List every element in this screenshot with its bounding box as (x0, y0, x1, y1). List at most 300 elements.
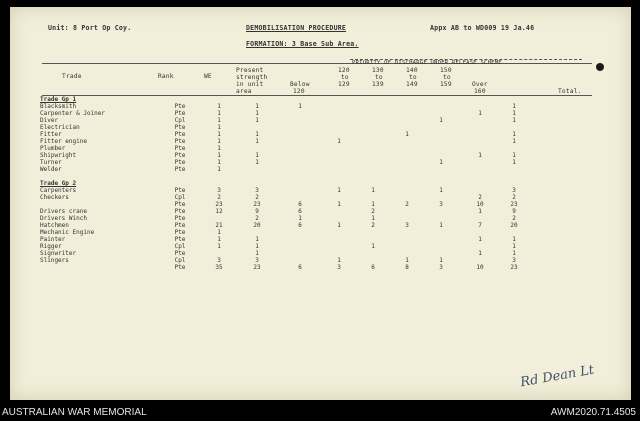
cell-below (278, 229, 322, 236)
cell-p4 (424, 173, 458, 180)
cell-over (458, 166, 502, 173)
cell-p1 (322, 124, 356, 131)
cell-pres: 1 (255, 236, 259, 243)
cell-over (458, 173, 502, 180)
document-title: DEMOBILISATION PROCEDURE (246, 24, 347, 32)
cell-pres: 23 (253, 201, 261, 208)
cell-pres: 9 (255, 208, 259, 215)
col-total: Total. (558, 88, 582, 95)
cell-p3 (390, 145, 424, 152)
cell-rank: Pte (174, 250, 186, 257)
cell-p3: 3 (405, 222, 409, 229)
cell-below (278, 194, 322, 201)
table-row (40, 243, 526, 250)
cell-p3 (390, 243, 424, 250)
cell-rank: Pte (174, 187, 186, 194)
cell-rank: Pte (174, 110, 186, 117)
cell-we (202, 250, 236, 257)
cell-below: 6 (298, 208, 302, 215)
table-row (40, 264, 526, 271)
cell-below (278, 131, 322, 138)
cell-we: 1 (217, 131, 221, 138)
cell-p4: 3 (439, 201, 443, 208)
cell-over (458, 96, 502, 103)
col-p2-b: to (375, 74, 383, 81)
cell-p4 (424, 250, 458, 257)
cell-trade: Turner (40, 159, 62, 166)
cell-we: 2 (217, 194, 221, 201)
cell-total: 1 (512, 236, 516, 243)
col-p2-a: 130 (372, 67, 384, 74)
cell-pres (236, 180, 278, 187)
cell-below (278, 166, 322, 173)
cell-pres: 1 (255, 117, 259, 124)
cell-p3 (390, 215, 424, 222)
cell-p4 (424, 103, 458, 110)
cell-p1 (322, 236, 356, 243)
cell-p1 (322, 229, 356, 236)
cell-total (502, 173, 526, 180)
cell-total (502, 180, 526, 187)
cell-total: 1 (512, 243, 516, 250)
table-row (40, 257, 526, 264)
cell-below (278, 152, 322, 159)
table-row (40, 194, 526, 201)
cell-we: 3 (217, 257, 221, 264)
cell-rank: Pte (174, 166, 186, 173)
cell-over: 2 (478, 194, 482, 201)
cell-over (458, 215, 502, 222)
cell-p1: 1 (337, 187, 341, 194)
cell-p3 (390, 180, 424, 187)
col-present-1: Present (236, 67, 264, 74)
cell-pres (236, 145, 278, 152)
col-p4-b: to (443, 74, 451, 81)
cell-pres: 23 (253, 264, 261, 271)
cell-below (278, 96, 322, 103)
cell-over (458, 187, 502, 194)
cell-p2 (356, 159, 390, 166)
cell-total: 2 (512, 215, 516, 222)
cell-p4 (424, 138, 458, 145)
cell-rank: Pte (174, 152, 186, 159)
cell-we: 1 (217, 124, 221, 131)
cell-rank: Pte (174, 124, 186, 131)
cell-p3 (390, 96, 424, 103)
release-table (40, 96, 526, 271)
cell-p4: 1 (439, 222, 443, 229)
cell-p3 (390, 229, 424, 236)
cell-pres: 1 (255, 131, 259, 138)
cell-we: 12 (215, 208, 223, 215)
cell-trade (40, 173, 158, 180)
table-row (40, 110, 526, 117)
cell-p1 (322, 194, 356, 201)
cell-p2: 6 (371, 264, 375, 271)
cell-p3 (390, 117, 424, 124)
cell-pres (236, 124, 278, 131)
cell-below: 1 (298, 215, 302, 222)
cell-p2 (356, 131, 390, 138)
cell-trade: Painter (40, 236, 66, 243)
cell-p2: 1 (371, 201, 375, 208)
cell-total: 1 (512, 110, 516, 117)
cell-over: 10 (476, 201, 484, 208)
cell-p4 (424, 229, 458, 236)
cell-trade: Mechanic Engine (40, 229, 95, 236)
col-p3-c: 149 (406, 81, 418, 88)
footer-accession: AWM2020.71.4505 (550, 407, 636, 418)
cell-p3 (390, 152, 424, 159)
cell-p3 (390, 173, 424, 180)
cell-p4 (424, 236, 458, 243)
col-below-2: 120 (293, 88, 305, 95)
cell-pres: 1 (255, 110, 259, 117)
cell-p2 (356, 250, 390, 257)
cell-p1 (322, 208, 356, 215)
cell-trade: Checkers (40, 194, 69, 201)
cell-p4 (424, 96, 458, 103)
col-p4-c: 159 (440, 81, 452, 88)
cell-we: 1 (217, 243, 221, 250)
cell-p4 (424, 166, 458, 173)
cell-rank: Cpl (174, 117, 186, 124)
col-over-2: 160 (474, 88, 486, 95)
cell-total: 1 (512, 131, 516, 138)
cell-trade: Diver (40, 117, 59, 124)
cell-pres: 2 (255, 215, 259, 222)
cell-p4 (424, 194, 458, 201)
cell-over (458, 131, 502, 138)
col-p1-c: 129 (338, 81, 350, 88)
cell-we: 35 (215, 264, 223, 271)
col-below-1: Below (290, 81, 310, 88)
cell-rank: Cpl (174, 257, 186, 264)
cell-pres (236, 173, 278, 180)
cell-p2: 1 (371, 215, 375, 222)
cell-p3 (390, 124, 424, 131)
cell-p2 (356, 138, 390, 145)
cell-total (502, 166, 526, 173)
cell-total: 1 (512, 159, 516, 166)
cell-below (278, 124, 322, 131)
cell-we: 23 (215, 201, 223, 208)
cell-rank: Pte (174, 131, 186, 138)
cell-p4: 3 (439, 264, 443, 271)
cell-p4 (424, 145, 458, 152)
cell-p1 (322, 117, 356, 124)
cell-p3 (390, 250, 424, 257)
cell-we: 1 (217, 236, 221, 243)
cell-pres: 3 (255, 187, 259, 194)
cell-trade: Electrician (40, 124, 80, 131)
cell-total: 1 (512, 117, 516, 124)
cell-below (278, 180, 322, 187)
cell-we: 1 (217, 103, 221, 110)
cell-below: 6 (298, 264, 302, 271)
cell-over: 10 (476, 264, 484, 271)
table-row (40, 201, 526, 208)
cell-over (458, 257, 502, 264)
cell-pres: 1 (255, 243, 259, 250)
cell-pres: 3 (255, 257, 259, 264)
cell-we: 21 (215, 222, 223, 229)
cell-total (502, 229, 526, 236)
col-present-3: in unit (236, 81, 264, 88)
cell-over (458, 229, 502, 236)
unit-label: Unit: 8 Port Op Coy. (48, 24, 132, 32)
cell-below: 6 (298, 222, 302, 229)
cell-p3: 8 (405, 264, 409, 271)
table-row (40, 173, 526, 180)
cell-p4: 1 (439, 117, 443, 124)
cell-total: 1 (512, 152, 516, 159)
cell-trade: Rigger (40, 243, 62, 250)
cell-pres: 20 (253, 222, 261, 229)
cell-over (458, 145, 502, 152)
cell-trade: Plumber (40, 145, 66, 152)
trade-group-heading (40, 96, 526, 103)
cell-we: 3 (217, 187, 221, 194)
cell-over (458, 180, 502, 187)
cell-p1: 1 (337, 201, 341, 208)
cell-rank (158, 173, 202, 180)
cell-trade: Drivers crane (40, 208, 87, 215)
cell-trade: Signwriter (40, 250, 77, 257)
cell-total (502, 124, 526, 131)
cell-p3 (390, 138, 424, 145)
cell-trade (40, 201, 158, 208)
document-page (10, 7, 631, 400)
cell-below (278, 117, 322, 124)
cell-rank: Pte (174, 208, 186, 215)
cell-p1 (322, 215, 356, 222)
cell-below: 6 (298, 201, 302, 208)
col-p1-a: 120 (338, 67, 350, 74)
cell-over: 1 (478, 250, 482, 257)
table-row (40, 124, 526, 131)
cell-total: 2 (512, 194, 516, 201)
cell-pres: 1 (255, 159, 259, 166)
col-present-4: area (236, 88, 252, 95)
cell-p1 (322, 159, 356, 166)
cell-p2 (356, 110, 390, 117)
cell-pres (236, 229, 278, 236)
cell-p2 (356, 96, 390, 103)
cell-total: 23 (510, 201, 518, 208)
cell-total (502, 96, 526, 103)
cell-over (458, 243, 502, 250)
cell-p3 (390, 236, 424, 243)
cell-total (502, 145, 526, 152)
cell-p1 (322, 145, 356, 152)
table-row (40, 159, 526, 166)
cell-over (458, 124, 502, 131)
signature: Rd Dean Lt (519, 362, 596, 391)
cell-trade: Carpenter & Joiner (40, 110, 106, 117)
cell-p4 (424, 243, 458, 250)
cell-over (458, 159, 502, 166)
cell-p4: 1 (439, 187, 443, 194)
cell-we: 1 (217, 152, 221, 159)
col-p3-b: to (409, 74, 417, 81)
col-over-1: Over (472, 81, 488, 88)
cell-rank: Pte (174, 264, 186, 271)
cell-we: 1 (217, 145, 221, 152)
cell-total: 9 (512, 208, 516, 215)
cell-trade: Fitter engine (40, 138, 87, 145)
cell-p1: 3 (337, 264, 341, 271)
cell-pres: 2 (255, 194, 259, 201)
cell-below (278, 110, 322, 117)
cell-below (278, 159, 322, 166)
cell-p2 (356, 194, 390, 201)
col-present-2: strength (236, 74, 268, 81)
cell-p3: 1 (405, 257, 409, 264)
cell-p2: 2 (371, 222, 375, 229)
cell-trade: Shipwright (40, 152, 77, 159)
cell-total: 20 (510, 222, 518, 229)
cell-p3 (390, 159, 424, 166)
cell-p2 (356, 173, 390, 180)
cell-p1 (322, 243, 356, 250)
cell-we: 1 (217, 166, 221, 173)
cell-over (458, 138, 502, 145)
cell-p2 (356, 257, 390, 264)
cell-p2 (356, 180, 390, 187)
cell-p4 (424, 152, 458, 159)
cell-p1 (322, 110, 356, 117)
table-row (40, 103, 526, 110)
table-row (40, 250, 526, 257)
col-trade: Trade (62, 73, 82, 80)
cell-rank (158, 96, 202, 103)
cell-p1: 1 (337, 257, 341, 264)
cell-trade: Blacksmith (40, 103, 77, 110)
table-row (40, 166, 526, 173)
cell-pres: 1 (255, 138, 259, 145)
cell-p1: 1 (337, 222, 341, 229)
cell-p2: 1 (371, 243, 375, 250)
cell-p1: 1 (337, 138, 341, 145)
cell-trade: Trade Gp 2 (40, 180, 77, 187)
cell-p3 (390, 103, 424, 110)
cell-we (202, 96, 236, 103)
cell-p2 (356, 229, 390, 236)
cell-rank: Pte (174, 103, 186, 110)
cell-p2 (356, 152, 390, 159)
cell-p4 (424, 124, 458, 131)
cell-trade: Trade Gp 1 (40, 96, 77, 103)
table-row (40, 215, 526, 222)
cell-we: 1 (217, 110, 221, 117)
table-row (40, 222, 526, 229)
cell-p1 (322, 103, 356, 110)
cell-trade: Drivers Winch (40, 215, 87, 222)
cell-below (278, 257, 322, 264)
cell-we: 1 (217, 138, 221, 145)
cell-total: 1 (512, 138, 516, 145)
cell-pres: 1 (255, 152, 259, 159)
cell-trade: Carpenters (40, 187, 77, 194)
cell-below (278, 187, 322, 194)
cell-we (202, 173, 236, 180)
cell-rank (158, 180, 202, 187)
cell-pres (236, 96, 278, 103)
footer-credit: AUSTRALIAN WAR MEMORIAL (2, 407, 147, 418)
cell-below (278, 243, 322, 250)
col-rank: Rank (158, 73, 174, 80)
cell-p4 (424, 215, 458, 222)
cell-rank: Pte (174, 159, 186, 166)
table-row (40, 117, 526, 124)
cell-rank: Cpl (174, 243, 186, 250)
cell-rank: Pte (174, 222, 186, 229)
cell-p4 (424, 180, 458, 187)
cell-p4: 1 (439, 159, 443, 166)
cell-we: 1 (217, 117, 221, 124)
cell-p4: 1 (439, 257, 443, 264)
trade-group-heading (40, 180, 526, 187)
cell-over: 1 (478, 110, 482, 117)
cell-p1 (322, 180, 356, 187)
cell-rank: Pte (174, 201, 186, 208)
cell-p2 (356, 236, 390, 243)
cell-p1 (322, 166, 356, 173)
col-we: WE (204, 73, 212, 80)
cell-below: 1 (298, 103, 302, 110)
cell-over: 7 (478, 222, 482, 229)
cell-trade: Welder (40, 166, 62, 173)
cell-pres (236, 166, 278, 173)
cell-rank: Pte (174, 229, 186, 236)
cell-p4 (424, 131, 458, 138)
cell-pres: 1 (255, 103, 259, 110)
cell-we (202, 215, 236, 222)
table-row (40, 145, 526, 152)
cell-p1 (322, 173, 356, 180)
cell-p2 (356, 166, 390, 173)
cell-p3 (390, 187, 424, 194)
cell-rank: Pte (174, 145, 186, 152)
cell-p3: 2 (405, 201, 409, 208)
cell-p2 (356, 124, 390, 131)
table-row (40, 236, 526, 243)
cell-rank: Pte (174, 236, 186, 243)
cell-p2 (356, 103, 390, 110)
cell-p4 (424, 208, 458, 215)
cell-p1 (322, 131, 356, 138)
table-row (40, 138, 526, 145)
appendix-ref: Appx AB to WD009 19 Ja.46 (430, 24, 535, 32)
cell-below (278, 250, 322, 257)
cell-p2: 2 (371, 208, 375, 215)
cell-over: 1 (478, 236, 482, 243)
col-p1-b: to (341, 74, 349, 81)
cell-rank: Pte (174, 215, 186, 222)
cell-p2 (356, 145, 390, 152)
cell-over (458, 103, 502, 110)
table-row (40, 152, 526, 159)
cell-total: 3 (512, 187, 516, 194)
col-p3-a: 140 (406, 67, 418, 74)
cell-p1 (322, 250, 356, 257)
punch-hole (596, 63, 604, 71)
cell-over (458, 117, 502, 124)
table-row (40, 187, 526, 194)
cell-total: 1 (512, 250, 516, 257)
cell-p3 (390, 166, 424, 173)
